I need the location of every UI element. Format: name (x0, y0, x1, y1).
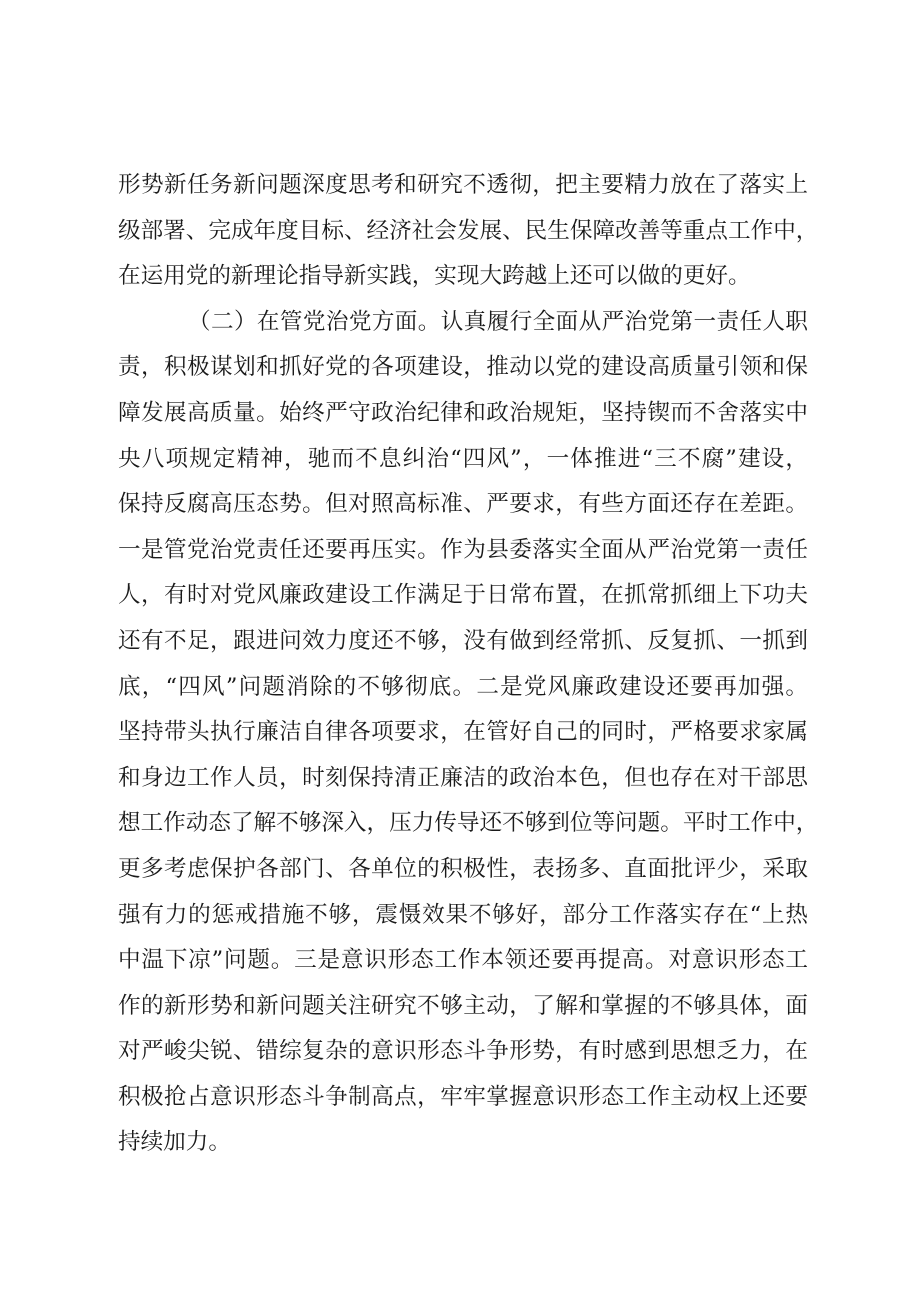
text-line: 还有不足，跟进问效力度还不够，没有做到经常抓、反复抓、一抓到 (118, 627, 808, 654)
text-line: 级部署、完成年度目标、经济社会发展、民生保障改善等重点工作中， (118, 217, 819, 244)
text-line: 强有力的惩戒措施不够，震慑效果不够好，部分工作落实存在“上热 (118, 901, 808, 928)
text-line: 形势新任务新问题深度思考和研究不透彻，把主要精力放在了落实上 (118, 172, 808, 198)
text-line: 在运用党的新理论指导新实践，实现大跨越上还可以做的更好。 (118, 263, 751, 290)
text-line: 央八项规定精神，驰而不息纠治“四风”，一体推进“三不腐”建设， (118, 445, 808, 472)
text-line: 想工作动态了解不够深入，压力传导还不够到位等问题。平时工作中， (118, 810, 819, 837)
section-heading-line: （二）在管党治党方面。认真履行全面从严治党第一责任人职 (188, 308, 808, 335)
text-line: 持续加力。 (118, 1129, 231, 1156)
document-body-text (118, 163, 819, 1166)
text-line: 一是管党治党责任还要再压实。作为县委落实全面从严治党第一责任 (118, 536, 808, 563)
text-line: 更多考虑保护各部门、各单位的积极性，表扬多、直面批评少，采取 (118, 855, 808, 882)
text-line: 坚持带头执行廉洁自律各项要求，在管好自己的同时，严格要求家属 (118, 719, 808, 746)
text-line: 责，积极谋划和抓好党的各项建设，推动以党的建设高质量引领和保 (118, 354, 808, 381)
text-line: 底，“四风”问题消除的不够彻底。二是党风廉政建设还要再加强。 (118, 673, 808, 700)
text-line: 积极抢占意识形态斗争制高点，牢牢掌握意识形态工作主动权上还要 (118, 1083, 808, 1110)
text-line: 障发展高质量。始终严守政治纪律和政治规矩，坚持锲而不舍落实中 (118, 399, 808, 426)
text-line: 对严峻尖锐、错综复杂的意识形态斗争形势，有时感到思想乏力，在 (118, 1038, 808, 1065)
text-line: 和身边工作人员，时刻保持清正廉洁的政治本色，但也存在对干部思 (118, 764, 808, 791)
text-line: 保持反腐高压态势。但对照高标准、严要求，有些方面还存在差距。 (118, 491, 808, 518)
text-line: 作的新形势和新问题关注研究不够主动，了解和掌握的不够具体，面 (118, 992, 808, 1019)
text-line: 人，有时对党风廉政建设工作满足于日常布置，在抓常抓细上下功夫 (118, 582, 808, 609)
text-line: 中温下凉”问题。三是意识形态工作本领还要再提高。对意识形态工 (118, 947, 808, 974)
